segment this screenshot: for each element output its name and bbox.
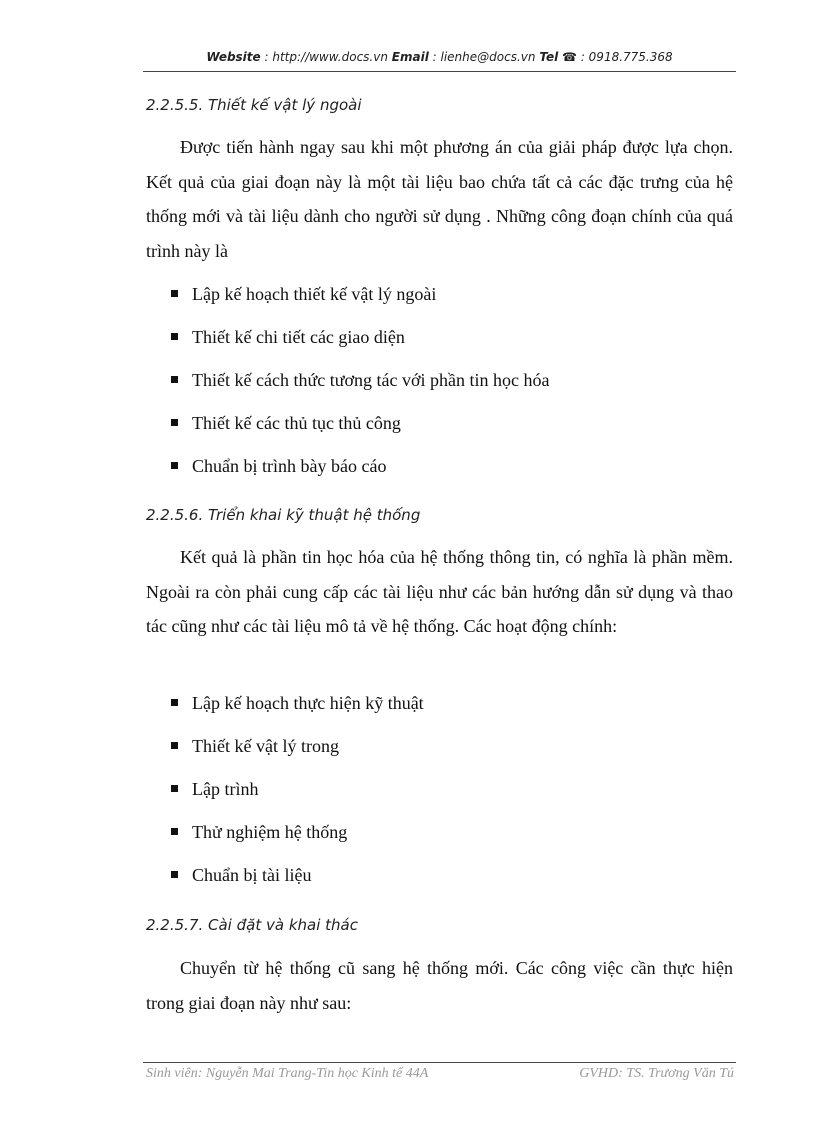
website-value: : http://www.docs.vn bbox=[264, 50, 388, 64]
footer-student: Sinh viên: Nguyễn Mai Trang-Tin học Kinh tế 44A bbox=[146, 1066, 429, 1081]
header-divider bbox=[143, 71, 736, 72]
list-item: Chuẩn bị trình bày báo cáo bbox=[146, 453, 733, 496]
list-item: Thiết kế chi tiết các giao diện bbox=[146, 324, 733, 367]
list-item: Thiết kế vật lý trong bbox=[146, 733, 733, 776]
bullet-square-icon bbox=[171, 828, 178, 835]
list-item: Chuẩn bị tài liệu bbox=[146, 862, 733, 905]
tel-label: Tel bbox=[539, 50, 559, 64]
list-item: Lập trình bbox=[146, 776, 733, 819]
bullet-square-icon bbox=[171, 871, 178, 878]
list-item: Thử nghiệm hệ thống bbox=[146, 819, 733, 862]
section-heading-2-2-5-5: 2.2.5.5. Thiết kế vật lý ngoài bbox=[146, 96, 362, 114]
bullet-square-icon bbox=[171, 419, 178, 426]
email-label: Email bbox=[391, 50, 429, 64]
website-label: Website bbox=[206, 50, 261, 64]
list-item: Thiết kế cách thức tương tác với phần tin học hóa bbox=[146, 367, 733, 410]
footer-supervisor: GVHD: TS. Trương Văn Tú bbox=[579, 1066, 734, 1081]
page-header bbox=[143, 50, 736, 64]
section-paragraph-2-2-5-7: Chuyển từ hệ thống cũ sang hệ thống mới. Các công việc cần thực hiện trong giai đoạn này như sau: bbox=[146, 958, 733, 1013]
list-item: Thiết kế các thủ tục thủ công bbox=[146, 410, 733, 453]
bullet-square-icon bbox=[171, 376, 178, 383]
section-heading-2-2-5-7: 2.2.5.7. Cài đặt và khai thác bbox=[146, 916, 358, 934]
bullet-list-2-2-5-5 bbox=[146, 281, 733, 496]
list-item: Lập kế hoạch thiết kế vật lý ngoài bbox=[146, 281, 733, 324]
email-value: : lienhe@docs.vn bbox=[432, 50, 536, 64]
bullet-square-icon bbox=[171, 699, 178, 706]
section-paragraph-2-2-5-6: Kết quả là phần tin học hóa của hệ thống thông tin, có nghĩa là phần mềm. Ngoài ra còn phải cung cấp các tài liệu như các bản hướng dẫn sử dụng và thao tác cũng như các tài liệu mô tả về hệ thống. Các hoạt động chính: bbox=[146, 547, 733, 636]
bullet-list-2-2-5-6 bbox=[146, 690, 733, 905]
section-paragraph-2-2-5-5: Được tiến hành ngay sau khi một phương án của giải pháp được lựa chọn. Kết quả của giai đoạn này là một tài liệu bao chứa tất cả các đặc trưng của hệ thống mới và tài liệu dành cho người sử dụng . Những công đoạn chính của quá trình này là bbox=[146, 137, 733, 261]
footer-divider bbox=[143, 1062, 736, 1063]
phone-icon: ☎ bbox=[562, 50, 577, 64]
tel-value: : 0918.775.368 bbox=[580, 50, 673, 64]
bullet-square-icon bbox=[171, 462, 178, 469]
bullet-square-icon bbox=[171, 742, 178, 749]
list-item: Lập kế hoạch thực hiện kỹ thuật bbox=[146, 690, 733, 733]
bullet-square-icon bbox=[171, 785, 178, 792]
bullet-square-icon bbox=[171, 290, 178, 297]
section-heading-2-2-5-6: 2.2.5.6. Triển khai kỹ thuật hệ thống bbox=[146, 506, 421, 524]
bullet-square-icon bbox=[171, 333, 178, 340]
